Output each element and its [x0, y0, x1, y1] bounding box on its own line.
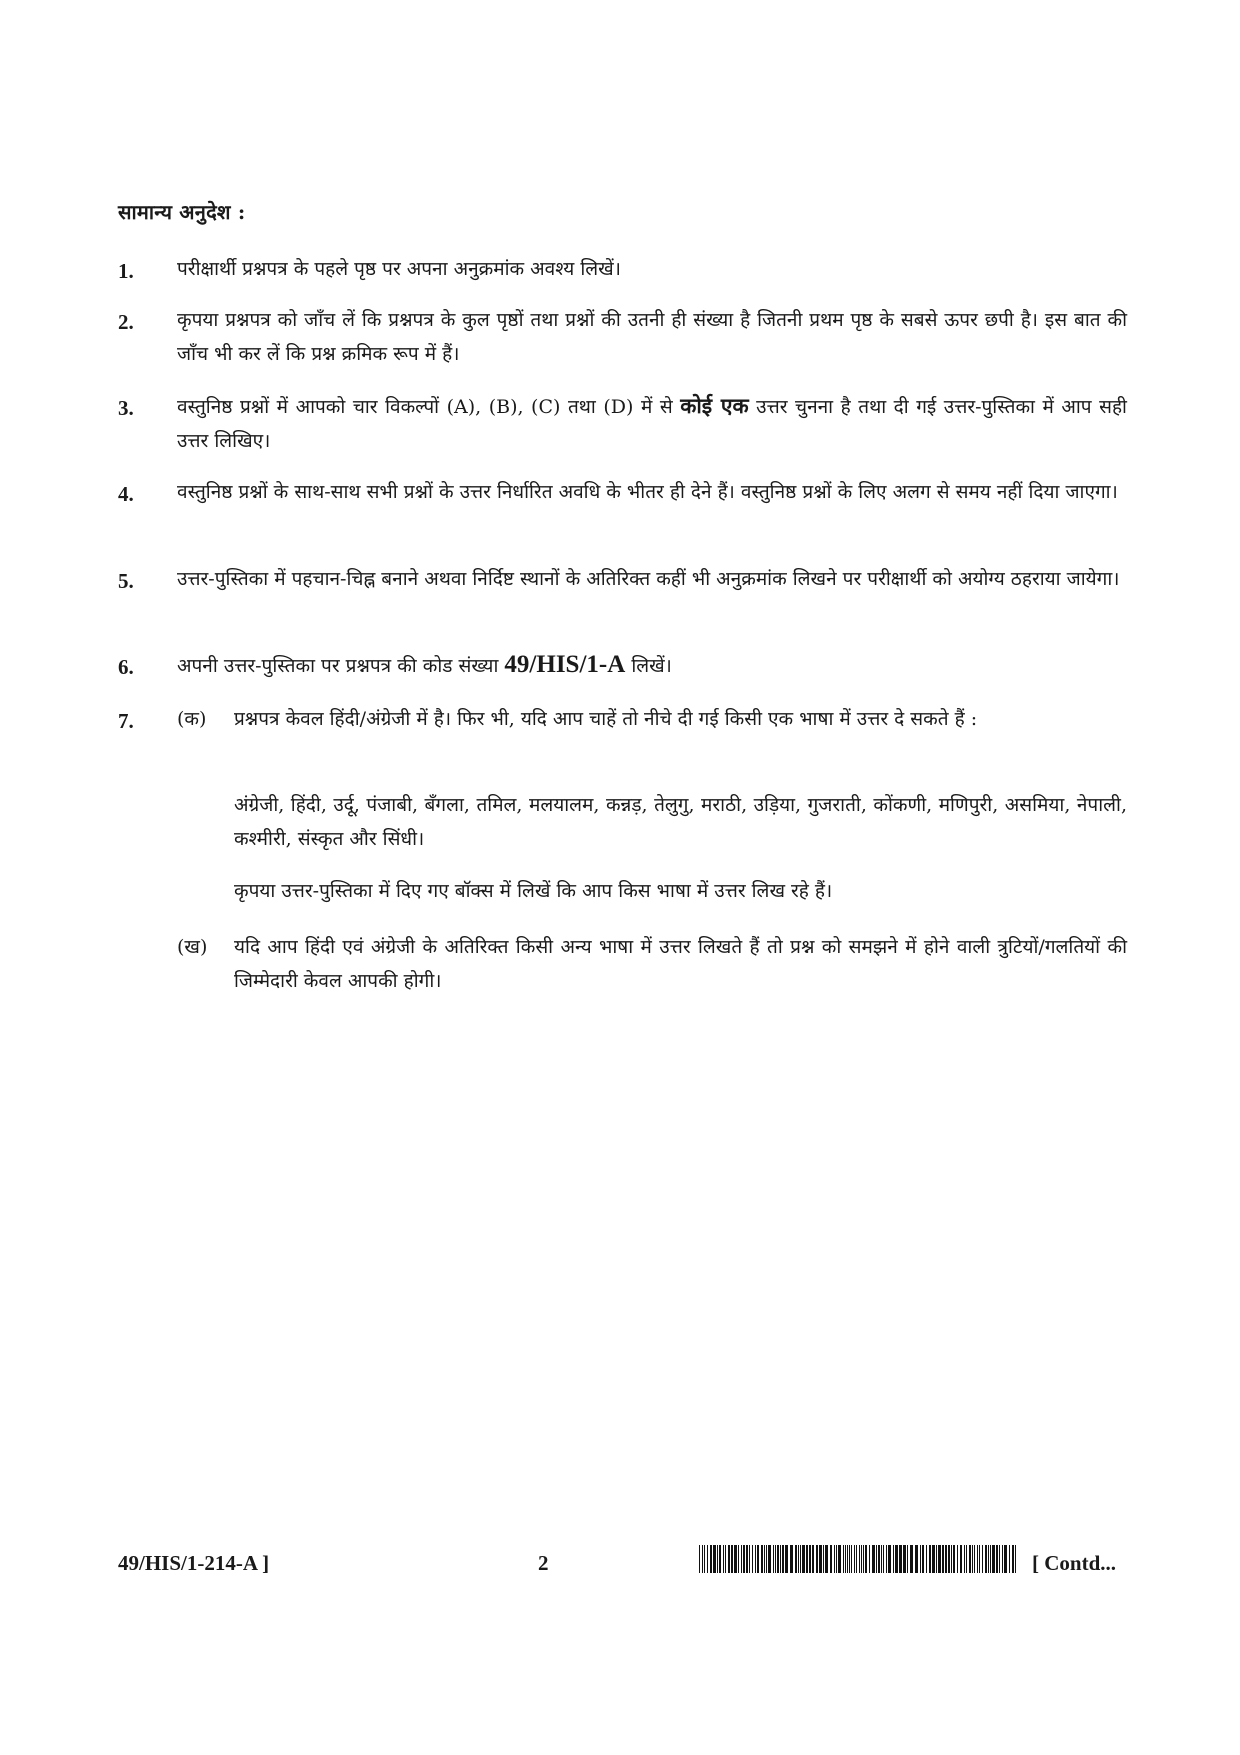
barcode-bar	[979, 1545, 980, 1573]
barcode-bar	[761, 1545, 763, 1573]
barcode-bar	[766, 1545, 767, 1573]
barcode-bar	[990, 1545, 991, 1573]
paper-code: 49/HIS/1-A	[504, 651, 626, 678]
barcode-bar	[932, 1545, 935, 1573]
barcode-bar	[856, 1545, 857, 1573]
sub-item-marker-a: (क)	[177, 708, 207, 730]
barcode-bar	[725, 1545, 726, 1573]
continued-label: [ Contd...	[1032, 1551, 1117, 1575]
barcode-bar	[948, 1545, 950, 1573]
barcode-bar	[755, 1545, 756, 1573]
barcode-bar	[752, 1545, 753, 1573]
barcode-bar	[809, 1545, 811, 1573]
barcode-bar	[764, 1545, 765, 1573]
footer-paper-code: 49/HIS/1-214-A ]	[118, 1551, 270, 1575]
barcode-bar	[851, 1545, 852, 1573]
instruction-text: परीक्षार्थी प्रश्नपत्र के पहले पृष्ठ पर अपना अनुक्रमांक अवश्य लिखें।	[177, 258, 621, 280]
barcode-bar	[847, 1545, 848, 1573]
barcode-bar	[845, 1545, 846, 1573]
barcode-bar	[985, 1545, 987, 1573]
instruction-text: वस्तुनिष्ठ प्रश्नों के साथ-साथ सभी प्रश्नों के उत्तर निर्धारित अवधि के भीतर ही देने हैं। वस्तुनिष्ठ प्रश्नों के लिए अलग से समय नहीं दिया जाएगा।	[177, 481, 1118, 503]
barcode-bar	[966, 1545, 967, 1573]
sub-item-b-text: यदि आप हिंदी एवं अंग्रेजी के अतिरिक्त किसी अन्य भाषा में उत्तर लिखते हैं तो प्रश्न को समझने में होने वाली त्रुटियों/गलतियों की जिम्मेदारी केवल आपकी होगी।	[234, 936, 1127, 992]
barcode-bar	[929, 1545, 931, 1573]
barcode-bar	[812, 1545, 814, 1573]
barcode-bar	[823, 1545, 824, 1573]
barcode-bar	[903, 1545, 906, 1573]
barcode-bar	[757, 1545, 759, 1573]
barcode-bar	[780, 1545, 781, 1573]
instruction-number: 6.	[118, 655, 134, 679]
barcode-bar	[910, 1545, 913, 1573]
barcode-bar	[982, 1545, 983, 1573]
barcode-bar	[1012, 1545, 1014, 1573]
barcode-bar	[768, 1545, 771, 1573]
barcode-bar	[816, 1545, 818, 1573]
barcode-bar	[743, 1545, 745, 1573]
instruction-text-part: उत्तर चुनना है तथा दी गई उत्तर-पुस्तिका में आप सही उत्तर लिखिए।	[177, 396, 1127, 452]
barcode-bar	[863, 1545, 864, 1573]
barcode-bar	[734, 1545, 737, 1573]
barcode-bar	[938, 1545, 941, 1573]
instruction-number: 1.	[118, 259, 134, 283]
barcode-bar	[920, 1545, 921, 1573]
barcode-bar	[899, 1545, 902, 1573]
barcode-bar	[1009, 1545, 1010, 1573]
barcode-bar	[996, 1545, 998, 1573]
page-number: 2	[538, 1551, 549, 1575]
barcode-bar	[773, 1545, 774, 1573]
language-list: अंग्रेजी, हिंदी, उर्दू, पंजाबी, बँगला, तमिल, मलयालम, कन्नड़, तेलुगु, मराठी, उड़िया, गुजराती, कोंकणी, मणिपुरी, असमिया, नेपाली, कश्मीरी, संस्कृत और सिंधी।	[234, 794, 1127, 850]
barcode-bar	[830, 1545, 832, 1573]
barcode-bar	[960, 1545, 962, 1573]
barcode-bar	[746, 1545, 748, 1573]
barcode-bar	[819, 1545, 822, 1573]
barcode-bar	[843, 1545, 844, 1573]
barcode-bar	[1002, 1545, 1003, 1573]
barcode-bar	[834, 1545, 835, 1573]
instruction-text: उत्तर-पुस्तिका में पहचान-चिह्न बनाने अथवा निर्दिष्ट स्थानों के अतिरिक्त कहीं भी अनुक्रमांक लिखने पर परीक्षार्थी को अयोग्य ठहराया जायेगा।	[177, 568, 1120, 590]
instruction-number: 4.	[118, 482, 134, 506]
barcode-bar	[777, 1545, 779, 1573]
barcode-bar	[741, 1545, 742, 1573]
barcode-bar	[1004, 1545, 1007, 1573]
instruction-number: 5.	[118, 569, 134, 593]
barcode-bar	[969, 1545, 971, 1573]
barcode-bar	[876, 1545, 877, 1573]
barcode-bar	[942, 1545, 944, 1573]
instruction-text	[177, 648, 1127, 683]
barcode-bar	[869, 1545, 870, 1573]
barcode-bar	[702, 1545, 703, 1573]
instruction-text-part: अपनी उत्तर-पुस्तिका पर प्रश्नपत्र की कोड संख्या	[177, 655, 505, 677]
instruction-text-part: लिखें।	[625, 655, 672, 677]
barcode-bar	[972, 1545, 973, 1573]
barcode-bar	[723, 1545, 724, 1573]
sub-item-marker-b: (ख)	[177, 936, 208, 958]
instruction-number: 3.	[118, 396, 134, 420]
barcode-bar	[999, 1545, 1000, 1573]
barcode-bar	[951, 1545, 952, 1573]
barcode-bar	[922, 1545, 924, 1573]
barcode-bar	[859, 1545, 860, 1573]
barcode-bar	[838, 1545, 841, 1573]
sub-item-a-text: प्रश्नपत्र केवल हिंदी/अंग्रेजी में है। फिर भी, यदि आप चाहें तो नीचे दी गई किसी एक भाषा में उत्तर दे सकते हैं :	[234, 708, 978, 730]
instruction-number: 2.	[118, 310, 134, 334]
barcode-image	[699, 1545, 1019, 1573]
barcode-bar	[782, 1545, 784, 1573]
barcode-bar	[717, 1545, 718, 1573]
barcode-bar	[1015, 1545, 1016, 1573]
barcode-bar	[785, 1545, 788, 1573]
barcode-bar	[974, 1545, 975, 1573]
barcode-bar	[988, 1545, 989, 1573]
barcode-bar	[849, 1545, 850, 1573]
barcode-bar	[893, 1545, 894, 1573]
barcode-bar	[699, 1545, 700, 1573]
barcode-bar	[795, 1545, 797, 1573]
barcode-bar	[992, 1545, 995, 1573]
barcode-bar	[719, 1545, 721, 1573]
barcode-bar	[836, 1545, 837, 1573]
barcode-bar	[854, 1545, 855, 1573]
instruction-text	[177, 389, 1127, 458]
barcode-bar	[964, 1545, 965, 1573]
barcode-bar	[790, 1545, 793, 1573]
barcode-bar	[945, 1545, 947, 1573]
barcode-bar	[738, 1545, 739, 1573]
language-box-note: कृपया उत्तर-पुस्तिका में दिए गए बॉक्स में लिखें कि आप किस भाषा में उत्तर लिख रहे हैं।	[234, 880, 833, 902]
barcode-bar	[888, 1545, 891, 1573]
barcode-bar	[798, 1545, 799, 1573]
barcode-bar	[802, 1545, 805, 1573]
barcode-bar	[872, 1545, 875, 1573]
barcode-bar	[800, 1545, 801, 1573]
barcode-bar	[957, 1545, 958, 1573]
barcode-bar	[915, 1545, 918, 1573]
barcode-bar	[728, 1545, 730, 1573]
barcode-bar	[953, 1545, 955, 1573]
emphasis-text: कोई एक	[680, 393, 749, 418]
instruction-text-part: वस्तुनिष्ठ प्रश्नों में आपको चार विकल्पों (A), (B), (C) तथा (D) में से	[177, 396, 681, 418]
instruction-text: कृपया प्रश्नपत्र को जाँच लें कि प्रश्नपत्र के कुल पृष्ठों तथा प्रश्नों की उतनी ही संख्या है जितनी प्रथम पृष्ठ के सबसे ऊपर छपी है। इस बात की जाँच भी कर लें कि प्रश्न क्रमिक रूप में हैं।	[177, 309, 1127, 365]
barcode-bar	[878, 1545, 880, 1573]
barcode-bar	[861, 1545, 862, 1573]
barcode-bar	[865, 1545, 867, 1573]
barcode-bar	[707, 1545, 708, 1573]
barcode-bar	[895, 1545, 898, 1573]
barcode-bar	[713, 1545, 716, 1573]
general-instructions-heading: सामान्य अनुदेश :	[118, 200, 246, 224]
instruction-7	[118, 702, 1128, 1002]
instruction-number: 7.	[118, 709, 134, 733]
barcode-bar	[806, 1545, 808, 1573]
barcode-bar	[704, 1545, 705, 1573]
barcode-bar	[907, 1545, 908, 1573]
barcode-bar	[749, 1545, 750, 1573]
barcode-bar	[936, 1545, 937, 1573]
barcode-bar	[977, 1545, 978, 1573]
barcode-bar	[883, 1545, 884, 1573]
barcode-bar	[825, 1545, 828, 1573]
barcode-bar	[886, 1545, 887, 1573]
barcode-bar	[881, 1545, 882, 1573]
barcode-bar	[775, 1545, 776, 1573]
barcode-bar	[926, 1545, 927, 1573]
barcode-bar	[710, 1545, 712, 1573]
barcode-bar	[731, 1545, 733, 1573]
